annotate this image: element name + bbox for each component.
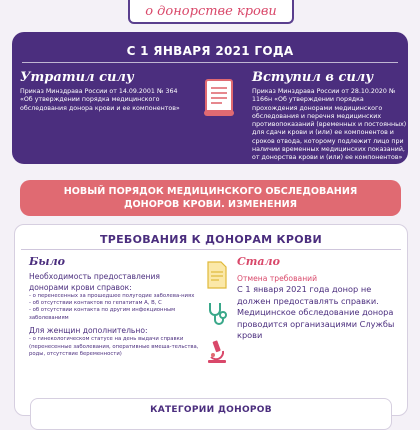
in-force-text: Приказ Минздрава России от 28.10.2020 № 1166н «Об утверждении порядка прохождения донорами медицинского обследования и перечня медицинских противопоказаний (временных и постоянных) для сдачи крови и (или) ее компонентов и сроков отвода, которому подлежит лицо при наличии временных медицинских показаний, от донорства крови и (или) ее компонентов»	[252, 88, 407, 162]
document-scroll-icon	[202, 76, 238, 118]
women-text: - о гинекологическом статусе на день выдачи справки (перенесенные заболевания, оперативные вмеша-тельства, роды, отсутствие беременности)	[29, 336, 199, 357]
was-heading: Было	[29, 255, 65, 268]
divider	[21, 249, 401, 250]
was-item: - об отсутствии контакта по другим инфекционным заболеваниям	[29, 307, 176, 321]
categories-title: КАТЕГОРИИ ДОНОРОВ	[150, 405, 272, 415]
requirements-card	[14, 224, 408, 416]
document-icon	[205, 261, 229, 289]
stethoscope-icon	[205, 301, 229, 327]
legislation-title: С 1 ЯНВАРЯ 2021 ГОДА	[126, 44, 294, 58]
women-intro: Для женщин дополнительно:	[29, 325, 148, 335]
was-item: - о перенесенных за прошедшее полугодие заболева-ниях	[29, 293, 195, 299]
now-text: С 1 января 2021 года донор не должен предоставлять справки. Медицинское обследование донора проводится организациями Службы крови	[237, 284, 395, 340]
banner-text	[20, 186, 401, 211]
in-force-heading: Вступил в силу	[252, 70, 374, 85]
lost-force-column	[20, 70, 190, 113]
cancel-requirements: Отмена требований	[237, 274, 318, 283]
now-column	[237, 273, 401, 342]
was-item: - об отсутствии контактов по гепатитам А, В, С	[29, 300, 162, 307]
in-force-column	[252, 70, 408, 163]
header-subtitle: о донорстве крови	[145, 4, 277, 19]
changes-banner	[20, 180, 401, 216]
now-heading: Стало	[237, 255, 280, 268]
was-column	[29, 272, 199, 358]
divider	[22, 62, 398, 63]
lost-force-heading: Утратил силу	[20, 70, 134, 85]
legislation-panel	[12, 32, 408, 164]
banner-line-2: ДОНОРОВ КРОВИ. ИЗМЕНЕНИЯ	[123, 198, 298, 210]
banner-line-1: НОВЫЙ ПОРЯДОК МЕДИЦИНСКОГО ОБСЛЕДОВАНИЯ	[63, 186, 358, 197]
header-tab	[128, 0, 294, 24]
microscope-icon	[205, 339, 229, 365]
requirements-title: ТРЕБОВАНИЯ К ДОНОРАМ КРОВИ	[99, 233, 323, 246]
lost-force-text: Приказ Минздрава России от 14.09.2001 № 364 «Об утверждении порядка медицинского обследования донора крови и ее компонентов»	[20, 88, 180, 112]
was-intro: Необходимость предоставления донорами крови справок:	[29, 272, 160, 292]
categories-card	[30, 398, 392, 430]
